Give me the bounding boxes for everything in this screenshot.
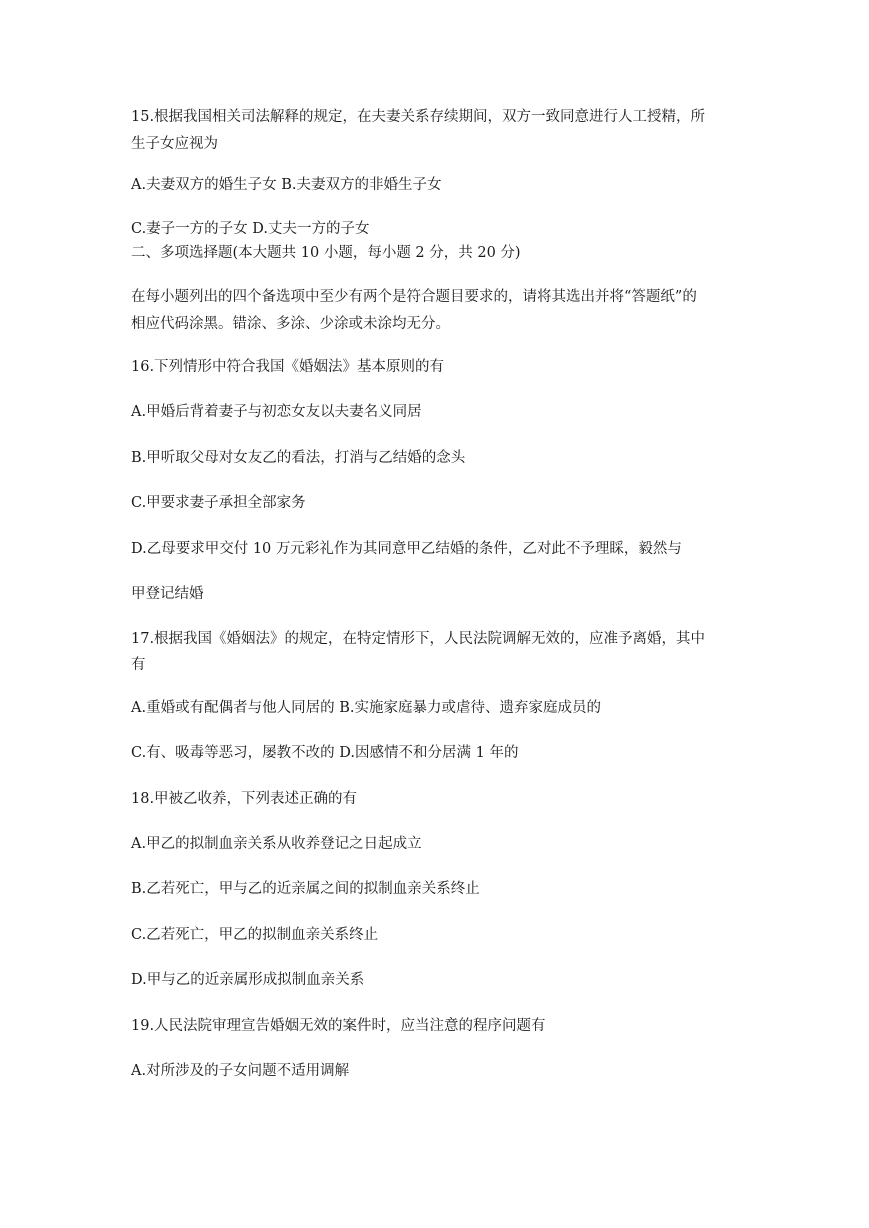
q19-stem: 19.人民法院审理宣告婚姻无效的案件时，应当注意的程序问题有 <box>131 1018 546 1034</box>
section-instructions-line-2: 相应代码涂黑。错涂、多涂、少涂或未涂均无分。 <box>131 316 450 332</box>
q16-option-b: B.甲听取父母对女友乙的看法，打消与乙结婚的念头 <box>131 450 466 466</box>
q18-stem: 18.甲被乙收养，下列表述正确的有 <box>131 791 358 807</box>
q16-option-c: C.甲要求妻子承担全部家务 <box>131 495 306 511</box>
q17-options-cd: C.有、吸毒等恶习，屡教不改的 D.因感情不和分居满 1 年的 <box>131 745 519 761</box>
q16-option-a: A.甲婚后背着妻子与初恋女友以夫妻名义同居 <box>131 404 422 420</box>
q16-option-d-line-2: 甲登记结婚 <box>131 586 204 602</box>
q17-stem-line-1: 17.根据我国《婚姻法》的规定，在特定情形下，人民法院调解无效的，应准予离婚，其中 <box>131 631 706 647</box>
q15-options-ab: A.夫妻双方的婚生子女 B.夫妻双方的非婚生子女 <box>131 177 442 193</box>
section-instructions-line-1: 在每小题列出的四个备选项中至少有两个是符合题目要求的，请将其选出并将“答题纸”的 <box>131 289 697 305</box>
q19-option-a: A.对所涉及的子女问题不适用调解 <box>131 1063 350 1079</box>
q16-option-d-line-1: D.乙母要求甲交付 10 万元彩礼作为其同意甲乙结婚的条件，乙对此不予理睬，毅然与 <box>131 541 682 557</box>
q16-stem: 16.下列情形中符合我国《婚姻法》基本原则的有 <box>131 359 445 375</box>
q18-option-b: B.乙若死亡，甲与乙的近亲属之间的拟制血亲关系终止 <box>131 881 480 897</box>
q17-stem-line-2: 有 <box>131 657 146 673</box>
q17-options-ab: A.重婚或有配偶者与他人同居的 B.实施家庭暴力或虐待、遗弃家庭成员的 <box>131 700 601 716</box>
q18-option-c: C.乙若死亡，甲乙的拟制血亲关系终止 <box>131 927 379 943</box>
q15-stem-line-2: 生子女应视为 <box>131 136 218 152</box>
section-heading-multiple-choice: 二、多项选择题(本大题共 10 小题，每小题 2 分，共 20 分) <box>131 245 521 261</box>
q15-stem-line-1: 15.根据我国相关司法解释的规定，在夫妻关系存续期间，双方一致同意进行人工授精，所 <box>131 109 706 125</box>
q18-option-a: A.甲乙的拟制血亲关系从收养登记之日起成立 <box>131 836 422 852</box>
q15-options-cd: C.妻子一方的子女 D.丈夫一方的子女 <box>131 221 370 237</box>
q18-option-d: D.甲与乙的近亲属形成拟制血亲关系 <box>131 972 365 988</box>
